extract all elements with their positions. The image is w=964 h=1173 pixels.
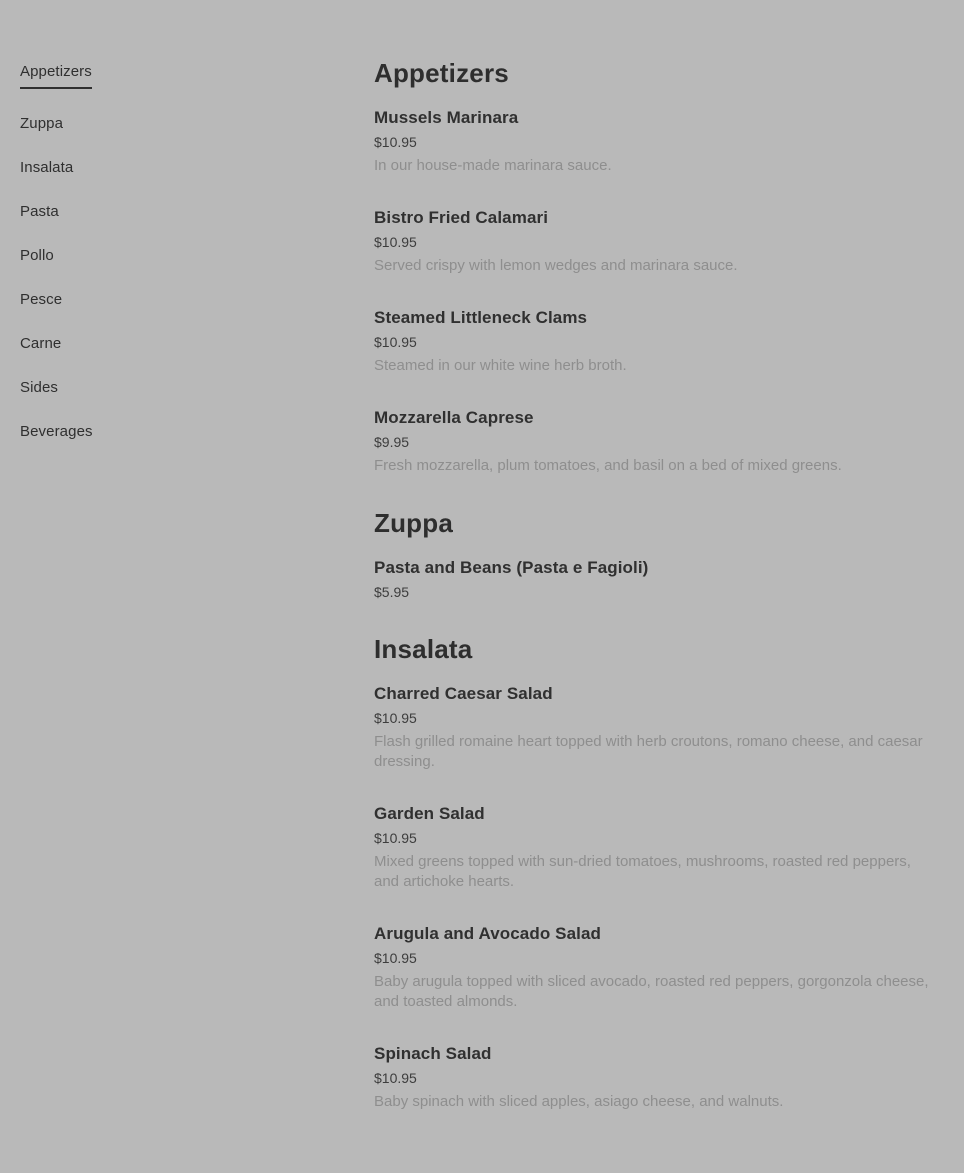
- sidebar-item-beverages[interactable]: [20, 423, 374, 441]
- sidebar-item-pollo[interactable]: [20, 247, 374, 265]
- menu-item-price: $10.95: [374, 334, 417, 350]
- menu-item-spinach-salad: [374, 1042, 934, 1112]
- sidebar-item-appetizers[interactable]: [20, 63, 374, 89]
- menu-item-arugula-and-avocado-salad: [374, 922, 934, 1012]
- menu-item-bistro-fried-calamari: [374, 206, 934, 276]
- menu-item-pasta-and-beans-pasta-e-fagioli: [374, 556, 934, 602]
- menu-item-name: Mussels Marinara: [374, 108, 519, 127]
- menu-item-price: $10.95: [374, 830, 417, 846]
- menu-item-name: Pasta and Beans (Pasta e Fagioli): [374, 558, 649, 577]
- menu-item-name: Charred Caesar Salad: [374, 684, 553, 703]
- sidebar-item-label: Insalata: [20, 159, 74, 176]
- menu-item-description: In our house-made marinara sauce.: [374, 157, 612, 174]
- sidebar-item-label: Beverages: [20, 423, 93, 440]
- menu-item-description: Baby arugula topped with sliced avocado, roasted red peppers, gorgonzola cheese, and toasted almonds.: [374, 973, 929, 1010]
- sidebar-item-pasta[interactable]: [20, 203, 374, 221]
- menu-sections: [374, 58, 934, 1112]
- menu-section-zuppa: [374, 508, 934, 602]
- menu-item-name: Steamed Littleneck Clams: [374, 308, 588, 327]
- menu-item-price: $10.95: [374, 1070, 417, 1086]
- sidebar-item-pesce[interactable]: [20, 291, 374, 309]
- sidebar-item-label: Pasta: [20, 203, 59, 220]
- menu-item-mozzarella-caprese: [374, 406, 934, 476]
- menu-item-name: Bistro Fried Calamari: [374, 208, 549, 227]
- sidebar-item-carne[interactable]: [20, 335, 374, 353]
- menu-item-description: Served crispy with lemon wedges and marinara sauce.: [374, 257, 738, 274]
- menu-item-price: $5.95: [374, 584, 410, 600]
- menu-item-description: Baby spinach with sliced apples, asiago cheese, and walnuts.: [374, 1093, 784, 1110]
- sidebar-item-insalata[interactable]: [20, 159, 374, 177]
- sidebar-item-sides[interactable]: [20, 379, 374, 397]
- section-title: Insalata: [374, 634, 473, 664]
- menu-item-steamed-littleneck-clams: [374, 306, 934, 376]
- menu-item-price: $10.95: [374, 234, 417, 250]
- menu-item-price: $10.95: [374, 134, 417, 150]
- menu-item-description: Mixed greens topped with sun-dried tomatoes, mushrooms, roasted red peppers, and artichoke hearts.: [374, 853, 911, 890]
- menu-content: [374, 0, 934, 1144]
- menu-items: [374, 682, 934, 1112]
- sidebar-item-zuppa[interactable]: [20, 115, 374, 133]
- sidebar-item-label: Carne: [20, 335, 62, 352]
- menu-item-garden-salad: [374, 802, 934, 892]
- menu-section-appetizers: [374, 58, 934, 476]
- sidebar-item-label: Pollo: [20, 247, 54, 264]
- sidebar-item-label: Sides: [20, 379, 59, 396]
- menu-item-description: Flash grilled romaine heart topped with herb croutons, romano cheese, and caesar dressing.: [374, 733, 923, 770]
- menu-items: [374, 556, 934, 602]
- sidebar-nav: [0, 0, 374, 1144]
- sidebar-item-label: Appetizers: [20, 63, 92, 89]
- menu-item-name: Spinach Salad: [374, 1044, 492, 1063]
- menu-item-charred-caesar-salad: [374, 682, 934, 772]
- menu-section-insalata: [374, 634, 934, 1112]
- menu-item-description: Steamed in our white wine herb broth.: [374, 357, 627, 374]
- menu-item-name: Mozzarella Caprese: [374, 408, 534, 427]
- menu-item-price: $10.95: [374, 950, 417, 966]
- sidebar-item-label: Zuppa: [20, 115, 64, 132]
- menu-item-description: Fresh mozzarella, plum tomatoes, and basil on a bed of mixed greens.: [374, 457, 842, 474]
- sidebar-item-label: Pesce: [20, 291, 63, 308]
- section-title: Appetizers: [374, 58, 509, 88]
- menu-item-price: $10.95: [374, 710, 417, 726]
- menu-item-price: $9.95: [374, 434, 410, 450]
- menu-item-name: Garden Salad: [374, 804, 485, 823]
- menu-items: [374, 106, 934, 476]
- menu-item-mussels-marinara: [374, 106, 934, 176]
- section-title: Zuppa: [374, 508, 453, 538]
- menu-item-name: Arugula and Avocado Salad: [374, 924, 602, 943]
